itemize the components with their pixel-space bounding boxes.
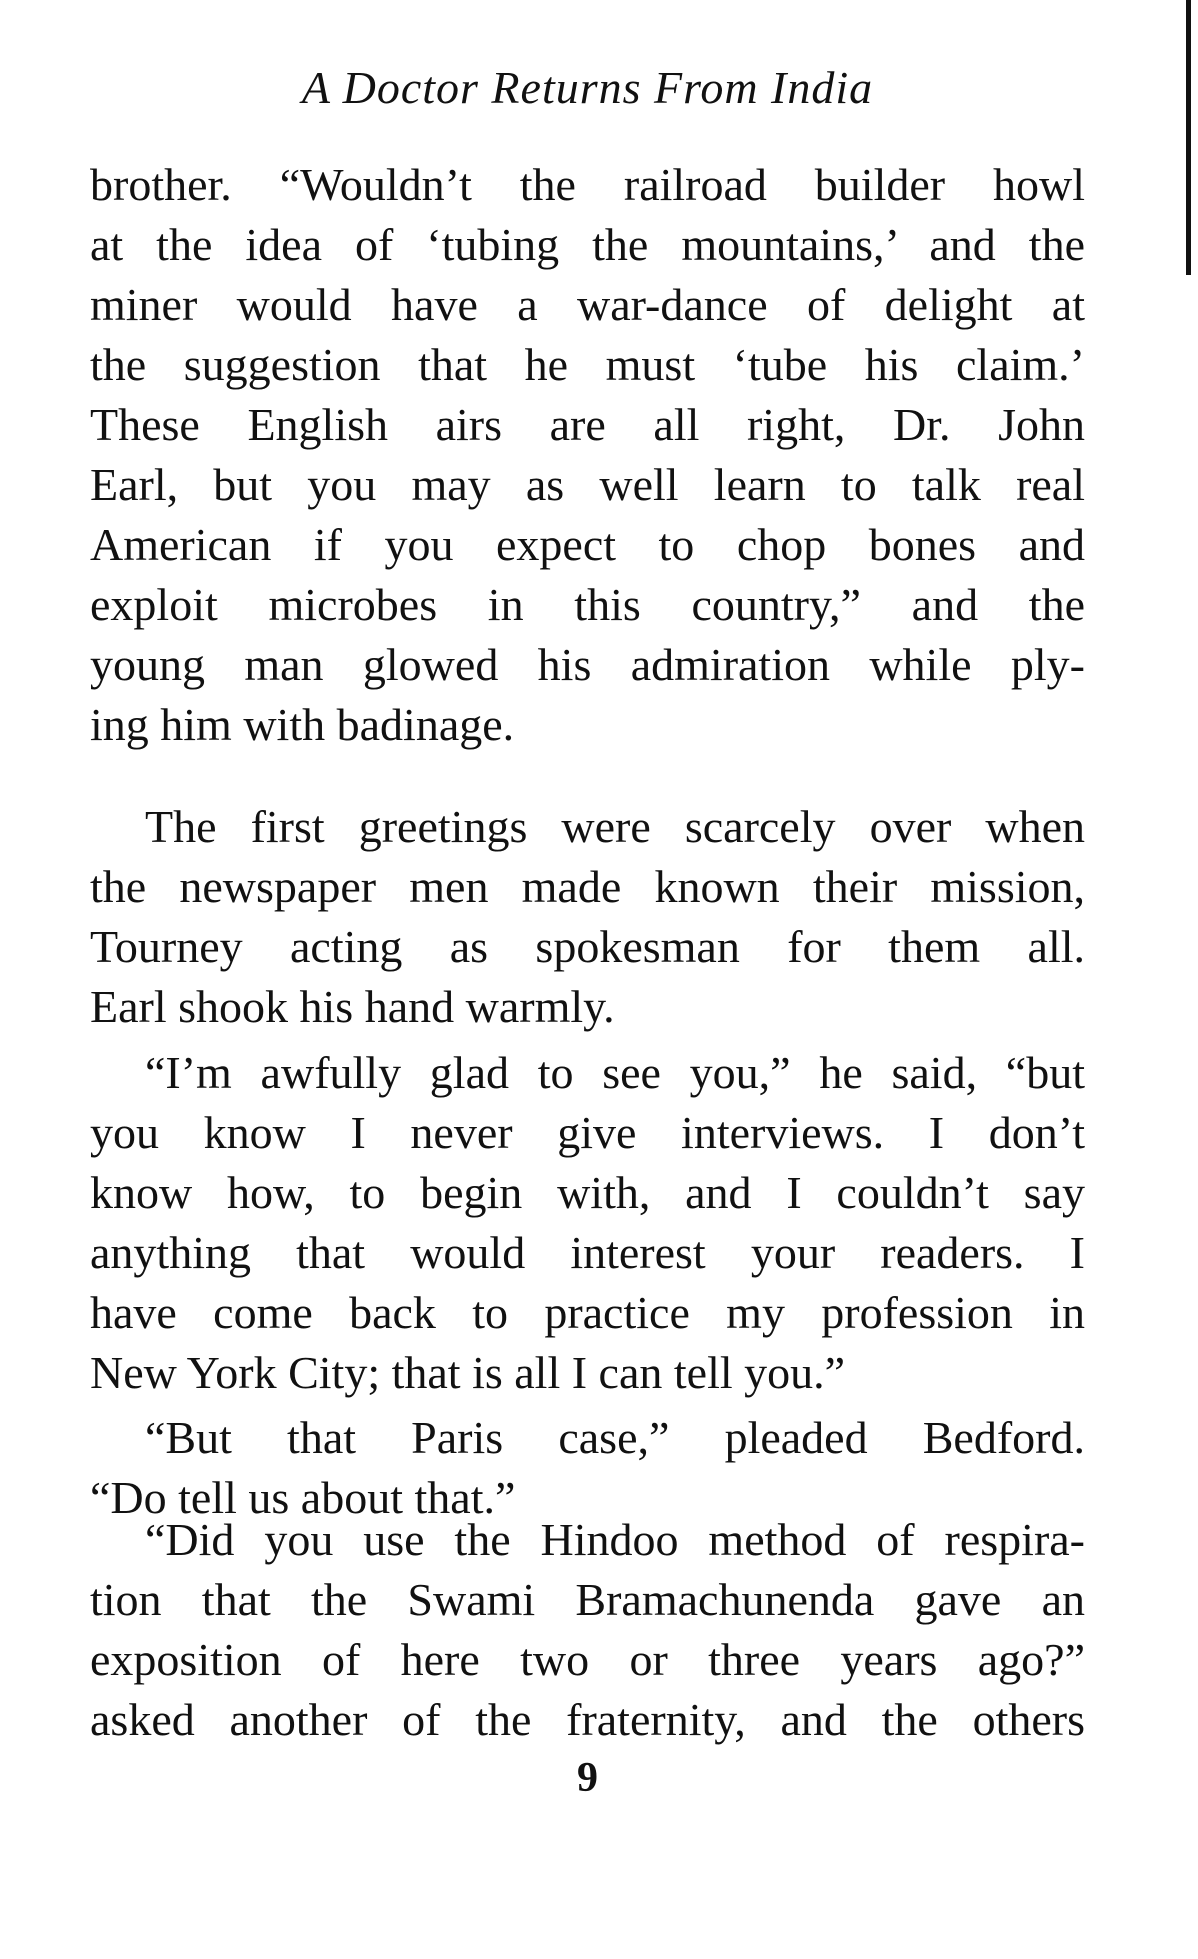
text-line: asked another of the fraternity, and the others xyxy=(90,1694,1085,1745)
text-line: the newspaper men made known their mission, xyxy=(90,861,1085,912)
text-line: exposition of here two or three years ago?” xyxy=(90,1634,1085,1685)
text-line: know how, to begin with, and I couldn’t say xyxy=(90,1167,1085,1218)
page-edge-rule xyxy=(1186,0,1191,275)
text-line: New York City; that is all I can tell you.” xyxy=(90,1347,846,1398)
text-line: exploit microbes in this country,” and the xyxy=(90,579,1085,630)
text-line: young man glowed his admiration while ply- xyxy=(90,639,1085,690)
text-line: you know I never give interviews. I don’t xyxy=(90,1107,1085,1158)
text-line: anything that would interest your readers. I xyxy=(90,1227,1085,1278)
text-line: “I’m awfully glad to see you,” he said, “but xyxy=(145,1047,1085,1098)
text-line: miner would have a war-dance of delight at xyxy=(90,279,1085,330)
paragraph-5 xyxy=(90,1510,1085,1750)
text-line: ing him with badinage. xyxy=(90,699,515,750)
running-head: A Doctor Returns From India xyxy=(301,62,874,113)
text-line: Earl, but you may as well learn to talk real xyxy=(90,459,1085,510)
text-line: have come back to practice my profession in xyxy=(90,1287,1085,1338)
text-line: the suggestion that he must ‘tube his claim.’ xyxy=(90,339,1085,390)
paragraph-3 xyxy=(90,1043,1085,1403)
text-line: “But that Paris case,” pleaded Bedford. xyxy=(145,1412,1085,1463)
paragraph-1 xyxy=(90,155,1085,755)
text-line: at the idea of ‘tubing the mountains,’ and the xyxy=(90,219,1085,270)
text-line: The first greetings were scarcely over when xyxy=(145,801,1085,852)
text-line: “Did you use the Hindoo method of respira- xyxy=(145,1514,1085,1565)
page-number: 9 xyxy=(577,1755,598,1801)
text-line: tion that the Swami Bramachunenda gave an xyxy=(90,1574,1085,1625)
paragraph-2 xyxy=(90,797,1085,1037)
text-line: “Do tell us about that.” xyxy=(90,1472,516,1523)
text-line: Tourney acting as spokesman for them all. xyxy=(90,921,1085,972)
text-line: Earl shook his hand warmly. xyxy=(90,981,615,1032)
text-line: These English airs are all right, Dr. John xyxy=(90,399,1085,450)
text-line: brother. “Wouldn’t the railroad builder howl xyxy=(90,159,1085,210)
text-line: American if you expect to chop bones and xyxy=(90,519,1085,570)
